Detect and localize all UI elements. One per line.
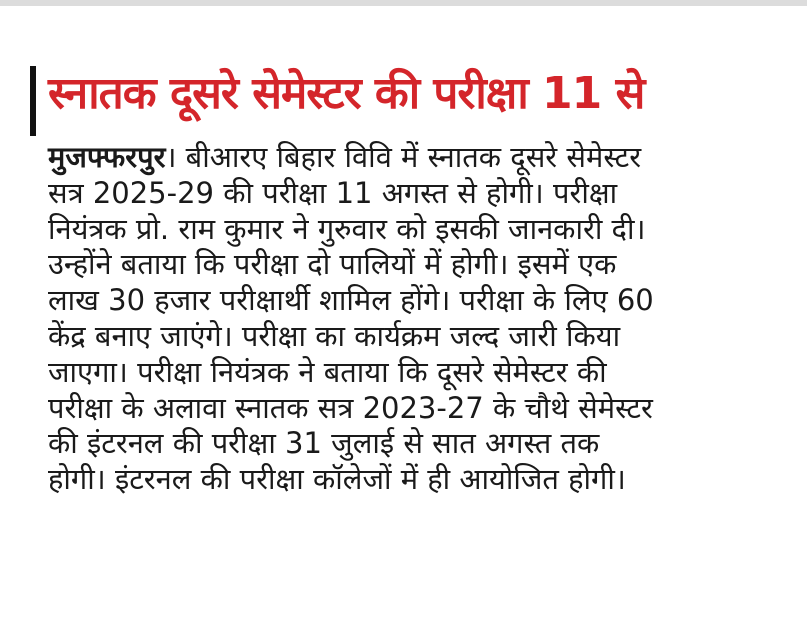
article-line-10: होगी। इंटरनल की परीक्षा कॉलेजों में ही आयोजित होगी। xyxy=(48,462,626,497)
article-line-7: जाएगा। परीक्षा नियंत्रक ने बताया कि दूसरे सेमेस्टर की xyxy=(48,354,607,389)
article-line-3: नियंत्रक प्रो. राम कुमार ने गुरुवार को इसकी जानकारी दी। xyxy=(48,211,646,246)
headline-rule-bar xyxy=(30,66,36,136)
news-article xyxy=(30,58,782,498)
article-line-6: केंद्र बनाए जाएंगे। परीक्षा का कार्यक्रम जल्द जारी किया xyxy=(48,318,621,353)
article-body xyxy=(30,140,782,498)
dateline: मुजफ्फरपुर xyxy=(48,140,166,174)
article-line-8: परीक्षा के अलावा स्नातक सत्र 2023-27 के चौथे सेमेस्टर xyxy=(48,390,653,425)
top-border xyxy=(0,0,807,6)
article-line-9: की इंटरनल की परीक्षा 31 जुलाई से सात अगस्त तक xyxy=(48,426,600,461)
article-line-1 xyxy=(48,140,782,176)
article-line-5: लाख 30 हजार परीक्षार्थी शामिल होंगे। परीक्षा के लिए 60 xyxy=(48,283,654,318)
article-line-1-text: । बीआरए बिहार विवि में स्नातक दूसरे सेमेस्टर xyxy=(165,140,642,174)
headline: स्नातक दूसरे सेमेस्टर की परीक्षा 11 से xyxy=(48,68,645,119)
article-line-4: उन्होंने बताया कि परीक्षा दो पालियों में होगी। इसमें एक xyxy=(48,247,617,282)
article-line-2: सत्र 2025-29 की परीक्षा 11 अगस्त से होगी। परीक्षा xyxy=(48,175,618,210)
